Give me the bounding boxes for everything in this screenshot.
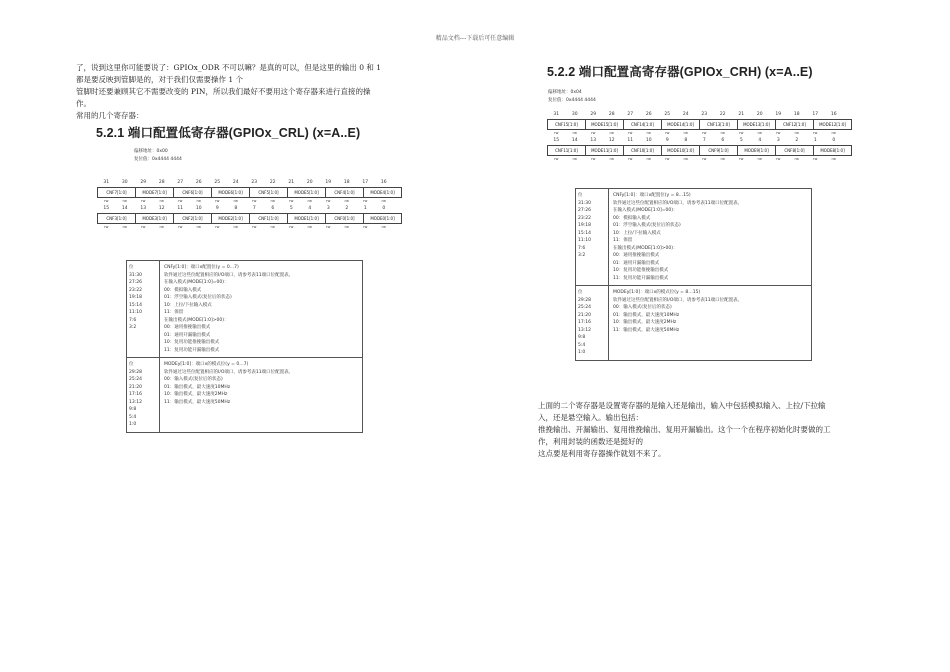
bit-range: 15:14: [129, 302, 142, 308]
bit-number: 20: [756, 112, 763, 117]
bit-range: 13:12: [129, 399, 142, 405]
description-line: 10：复用功能推挽输出模式: [164, 340, 220, 345]
bit-number: 9: [665, 138, 669, 143]
bit-number: 1: [813, 138, 817, 143]
register-field: CNF15[1:0]: [548, 120, 586, 130]
access-type-row: [97, 199, 393, 203]
access-type: rw: [289, 225, 294, 229]
description-line: 11：输出模式，最大速度50MHz: [164, 399, 231, 405]
bit-number: 22: [719, 112, 726, 117]
bit-number: 6: [721, 138, 725, 143]
bit-range: 7:6: [578, 245, 586, 251]
access-type: rw: [591, 131, 596, 135]
bit-number: 28: [608, 112, 615, 117]
access-type: rw: [757, 157, 762, 161]
bit-number: 1: [363, 206, 367, 211]
bit-range: 5:4: [129, 414, 137, 420]
access-type: rw: [122, 225, 127, 229]
bit-number: 4: [308, 206, 312, 211]
paragraph-line: 都是要反映到管脚是的，对于我们仅需要操作 1 个: [76, 75, 244, 84]
access-type: rw: [196, 199, 201, 203]
bit-range: 11:10: [578, 238, 591, 243]
description-line: 10：输出模式，最大速度2MHz: [164, 392, 228, 397]
description-line: 在输出模式(MODE[1:0]>00)：: [164, 317, 229, 323]
access-type: rw: [739, 157, 744, 161]
register-field: CNF12[1:0]: [776, 120, 814, 130]
access-type: rw: [141, 225, 146, 229]
bit-range: 17:16: [578, 320, 591, 325]
bit-number: 11: [177, 206, 184, 211]
description-line: CNFy[1:0]：端口x配置位(y = 8…15): [613, 193, 691, 198]
access-type: rw: [363, 199, 368, 203]
description-line: 00：通用推挽输出模式: [164, 325, 211, 330]
crh-register-map: [547, 110, 846, 164]
description-cell: [160, 358, 362, 432]
access-type: rw: [683, 157, 688, 161]
description-line: 01：输出模式，最大速度10MHz: [613, 312, 680, 318]
register-field: MODE1[1:0]: [288, 214, 326, 224]
access-type: rw: [307, 199, 312, 203]
access-type: rw: [646, 131, 651, 135]
access-type: rw: [628, 131, 633, 135]
bit-number: 5: [289, 206, 293, 211]
bit-number: 4: [758, 138, 762, 143]
crh-reset-label: 复位值：0x4444 4444: [548, 98, 596, 103]
description-line: MODEy[1:0]：端口x的模式位(y = 8…15): [613, 290, 701, 295]
access-type: rw: [270, 199, 275, 203]
description-line: 软件通过这些位配置相应的I/O端口，请参考表11端口位配置表。: [613, 297, 743, 303]
description-line: 00：通用推挽输出模式: [613, 253, 660, 258]
paragraph-line: 入，还是悬空输入。输出包括：: [538, 413, 643, 422]
description-line: 软件通过这些位配置相应的I/O端口，请参考表11端口位配置表。: [164, 369, 294, 375]
access-type: rw: [609, 157, 614, 161]
access-type: rw: [344, 199, 349, 203]
access-type: rw: [104, 199, 109, 203]
description-line: 软件通过这些位配置相应的I/O端口，请参考表11端口位配置表。: [164, 272, 294, 278]
access-type: rw: [628, 157, 633, 161]
bit-range: 23:22: [578, 215, 591, 221]
register-field: CNF9[1:0]: [700, 146, 738, 156]
register-field: MODE6[1:0]: [212, 188, 250, 198]
bit-range: 21:20: [578, 312, 591, 318]
bit-number: 17: [812, 112, 819, 117]
register-field-row: [547, 119, 852, 130]
description-cell: [609, 189, 811, 285]
access-type: rw: [122, 199, 127, 203]
description-line: 00：输入模式(复位后的状态): [613, 305, 672, 310]
bit-range: 位: [578, 290, 583, 295]
description-line: 在输出模式(MODE[1:0]>00)：: [613, 245, 678, 251]
register-field: MODE12[1:0]: [814, 120, 852, 130]
bit-number: 15: [553, 138, 560, 143]
bit-range-cell: [576, 286, 609, 360]
register-field: CNF0[1:0]: [326, 214, 364, 224]
bit-number-row: [97, 180, 393, 185]
bit-number: 12: [608, 138, 615, 143]
bit-number-row: [547, 138, 843, 143]
bit-range: 29:28: [578, 297, 591, 303]
bit-number: 19: [775, 112, 782, 117]
register-field: MODE3[1:0]: [136, 214, 174, 224]
bit-number: 20: [306, 180, 313, 185]
bit-number: 26: [195, 180, 202, 185]
bit-range: 位: [129, 265, 134, 270]
bit-number: 18: [793, 112, 800, 117]
access-type: rw: [831, 131, 836, 135]
description-line: 11：保留: [613, 238, 633, 243]
paragraph-line: 上面的二个寄存器是设置寄存器的是输入还是输出，输入中包括模拟输入、上拉/下拉输: [538, 401, 826, 410]
access-type: rw: [159, 199, 164, 203]
register-field: MODE9[1:0]: [738, 146, 776, 156]
bit-number: 29: [140, 180, 147, 185]
bit-number: 31: [553, 112, 560, 117]
register-field: CNF8[1:0]: [776, 146, 814, 156]
access-type: rw: [289, 199, 294, 203]
bit-number: 11: [627, 138, 634, 143]
right-summary-text: [538, 400, 883, 460]
bit-range: 29:28: [129, 369, 142, 375]
register-field: MODE13[1:0]: [738, 120, 776, 130]
access-type: rw: [813, 157, 818, 161]
bit-number: 29: [590, 112, 597, 117]
bit-number: 23: [701, 112, 708, 117]
left-intro-text: [76, 62, 431, 122]
register-field: CNF4[1:0]: [326, 188, 364, 198]
crl-description-table: [126, 260, 363, 433]
bit-number: 2: [795, 138, 799, 143]
bit-number: 25: [664, 112, 671, 117]
paragraph-line: 了，说到这里你可能要说了：GPIOx_ODR 不可以嘛？是真的可以，但是这里的输出 0 和 1: [76, 63, 382, 72]
description-line: 10：输出模式，最大速度2MHz: [613, 320, 677, 325]
access-type: rw: [270, 225, 275, 229]
crl-section-title: 5.2.1 端口配置低寄存器(GPIOx_CRL) (x=A..E): [96, 126, 361, 140]
register-field-row: [97, 187, 402, 198]
description-line: 10：上拉/下拉输入模式: [164, 302, 212, 308]
description-row: [576, 286, 811, 360]
bit-number: 18: [343, 180, 350, 185]
access-type: rw: [554, 131, 559, 135]
description-line: 在输入模式(MODE[1:0]=00)：: [613, 208, 678, 213]
bit-number: 21: [738, 112, 745, 117]
access-type: rw: [363, 225, 368, 229]
access-type: rw: [326, 225, 331, 229]
paragraph-line: 常用的几个寄存器：: [76, 111, 144, 120]
register-field-row: [97, 213, 402, 224]
access-type: rw: [104, 225, 109, 229]
access-type: rw: [609, 131, 614, 135]
bit-number: 25: [214, 180, 221, 185]
bit-range: 25:24: [129, 377, 142, 382]
register-field: MODE15[1:0]: [586, 120, 624, 130]
bit-range: 位: [129, 362, 134, 367]
bit-range: 3:2: [578, 253, 586, 258]
bit-number: 13: [590, 138, 597, 143]
register-field: MODE14[1:0]: [662, 120, 700, 130]
bit-number: 30: [571, 112, 578, 117]
description-line: 01：浮空输入模式(复位后的状态): [164, 295, 232, 300]
bit-range: 15:14: [578, 230, 591, 236]
access-type: rw: [178, 225, 183, 229]
bit-number: 10: [195, 206, 202, 211]
register-field: MODE2[1:0]: [212, 214, 250, 224]
access-type: rw: [252, 199, 257, 203]
bit-number: 7: [702, 138, 706, 143]
register-field: CNF5[1:0]: [250, 188, 288, 198]
register-field: MODE8[1:0]: [814, 146, 852, 156]
register-field: MODE0[1:0]: [364, 214, 402, 224]
access-type: rw: [196, 225, 201, 229]
bit-number: 8: [234, 206, 238, 211]
bit-range: 27:26: [129, 280, 142, 285]
description-line: CNFy[1:0]：端口x配置位(y = 0…7): [164, 265, 239, 270]
bit-range: 9:8: [578, 335, 586, 340]
description-line: 01：通用开漏输出模式: [164, 332, 211, 338]
register-field: MODE4[1:0]: [364, 188, 402, 198]
bit-range: 23:22: [129, 287, 142, 293]
bit-number: 22: [269, 180, 276, 185]
access-type: rw: [757, 131, 762, 135]
bit-number: 21: [288, 180, 295, 185]
register-field: CNF7[1:0]: [98, 188, 136, 198]
bit-number: 0: [832, 138, 836, 143]
access-type: rw: [215, 199, 220, 203]
access-type: rw: [381, 199, 386, 203]
crh-description-table: [575, 188, 812, 361]
access-type: rw: [776, 131, 781, 135]
paragraph-line: 这点要是利用寄存器操作就划不来了。: [538, 449, 666, 458]
access-type: rw: [739, 131, 744, 135]
paragraph-line: 推挽输出、开漏输出、复用推挽输出、复用开漏输出。这个一个在程序初始化时要做的工: [538, 425, 831, 434]
description-line: 在输入模式(MODE[1:0]=00)：: [164, 280, 229, 285]
page-header: 精品文档---下载后可任意编辑: [435, 35, 515, 42]
bit-range: 27:26: [578, 208, 591, 213]
description-row: [127, 358, 362, 432]
access-type: rw: [665, 131, 670, 135]
bit-number: 23: [251, 180, 258, 185]
access-type-row: [547, 131, 843, 135]
bit-number: 14: [121, 206, 128, 211]
description-line: 01：浮空输入模式(复位后的状态): [613, 223, 681, 228]
bit-number: 10: [645, 138, 652, 143]
bit-number: 27: [177, 180, 184, 185]
register-field: CNF11[1:0]: [548, 146, 586, 156]
description-row: [127, 261, 362, 358]
bit-number: 30: [121, 180, 128, 185]
register-field: CNF3[1:0]: [98, 214, 136, 224]
bit-range: 19:18: [578, 223, 591, 228]
bit-number-row: [547, 112, 843, 117]
bit-number: 24: [232, 180, 239, 185]
crl-offset-label: 偏移地址：0x00: [134, 149, 168, 154]
bit-number: 8: [684, 138, 688, 143]
access-type: rw: [572, 131, 577, 135]
bit-number: 9: [215, 206, 219, 211]
description-line: 11：保留: [164, 310, 184, 315]
bit-number: 3: [326, 206, 330, 211]
bit-number: 24: [682, 112, 689, 117]
access-type: rw: [572, 157, 577, 161]
description-line: 00：模拟输入模式: [164, 287, 202, 293]
description-cell: [609, 286, 811, 360]
bit-number: 0: [382, 206, 386, 211]
bit-range: 1:0: [129, 422, 137, 427]
bit-number: 31: [103, 180, 110, 185]
register-field: MODE5[1:0]: [288, 188, 326, 198]
access-type: rw: [794, 131, 799, 135]
register-field: CNF13[1:0]: [700, 120, 738, 130]
crl-register-map: [97, 178, 393, 232]
access-type: rw: [159, 225, 164, 229]
bit-number: 28: [158, 180, 165, 185]
bit-number: 13: [140, 206, 147, 211]
bit-number: 16: [830, 112, 837, 117]
access-type: rw: [683, 131, 688, 135]
access-type: rw: [233, 225, 238, 229]
crh-section-title: 5.2.2 端口配置高寄存器(GPIOx_CRH) (x=A..E): [547, 65, 813, 79]
bit-number: 16: [380, 180, 387, 185]
access-type: rw: [794, 157, 799, 161]
access-type: rw: [702, 157, 707, 161]
description-line: 11：复用功能开漏输出模式: [613, 275, 669, 281]
access-type: rw: [813, 131, 818, 135]
register-field: MODE11[1:0]: [586, 146, 624, 156]
access-type: rw: [720, 131, 725, 135]
bit-number: 6: [271, 206, 275, 211]
access-type: rw: [646, 157, 651, 161]
description-line: 软件通过这些位配置相应的I/O端口，请参考表11端口位配置表。: [613, 200, 743, 206]
access-type: rw: [326, 199, 331, 203]
register-field: CNF1[1:0]: [250, 214, 288, 224]
crl-reset-label: 复位值：0x4444 4444: [134, 157, 182, 162]
description-cell: [160, 261, 362, 357]
bit-range: 5:4: [578, 342, 586, 348]
access-type: rw: [381, 225, 386, 229]
description-line: 10：复用功能推挽输出模式: [613, 268, 669, 273]
paragraph-line: 管脚时还要兼顾其它不需要改变的 PIN，所以我们最好不要用这个寄存器来进行直接的操: [76, 87, 371, 96]
bit-range: 7:6: [129, 317, 137, 323]
access-type-row: [97, 225, 393, 229]
bit-number: 27: [627, 112, 634, 117]
description-line: 01：通用开漏输出模式: [613, 260, 660, 266]
access-type: rw: [307, 225, 312, 229]
bit-number: 7: [252, 206, 256, 211]
access-type: rw: [665, 157, 670, 161]
access-type: rw: [831, 157, 836, 161]
register-field: CNF14[1:0]: [624, 120, 662, 130]
access-type: rw: [702, 131, 707, 135]
access-type: rw: [554, 157, 559, 161]
bit-number: 14: [571, 138, 578, 143]
access-type: rw: [141, 199, 146, 203]
description-line: 00：模拟输入模式: [613, 215, 651, 221]
register-field: CNF6[1:0]: [174, 188, 212, 198]
access-type: rw: [776, 157, 781, 161]
bit-range: 13:12: [578, 327, 591, 333]
register-field: CNF10[1:0]: [624, 146, 662, 156]
bit-number: 17: [362, 180, 369, 185]
description-line: 11：输出模式，最大速度50MHz: [613, 327, 680, 333]
bit-range: 9:8: [129, 407, 137, 412]
bit-range-cell: [127, 261, 160, 357]
bit-number: 2: [345, 206, 349, 211]
bit-range-cell: [127, 358, 160, 432]
bit-range: 位: [578, 193, 583, 198]
bit-number: 5: [739, 138, 743, 143]
access-type: rw: [591, 157, 596, 161]
description-line: 10：上拉/下拉输入模式: [613, 230, 661, 236]
bit-number: 26: [645, 112, 652, 117]
access-type: rw: [344, 225, 349, 229]
access-type-row: [547, 157, 843, 161]
crh-offset-label: 偏移地址：0x04: [548, 90, 582, 95]
bit-range-cell: [576, 189, 609, 285]
bit-range: 1:0: [578, 350, 586, 355]
bit-number: 19: [325, 180, 332, 185]
bit-range: 17:16: [129, 392, 142, 397]
bit-range: 31:30: [578, 200, 591, 206]
description-line: 11：复用功能开漏输出模式: [164, 347, 220, 353]
access-type: rw: [233, 199, 238, 203]
register-field: CNF2[1:0]: [174, 214, 212, 224]
register-field: MODE7[1:0]: [136, 188, 174, 198]
description-line: 01：输出模式，最大速度10MHz: [164, 384, 231, 390]
bit-number: 12: [158, 206, 165, 211]
description-row: [576, 189, 811, 286]
access-type: rw: [252, 225, 257, 229]
description-line: 00：输入模式(复位后的状态): [164, 377, 223, 382]
description-line: MODEy[1:0]：端口x的模式位(y = 0…7): [164, 362, 249, 367]
bit-range: 21:20: [129, 384, 142, 390]
bit-range: 3:2: [129, 325, 137, 330]
bit-range: 25:24: [578, 305, 591, 310]
bit-range: 31:30: [129, 272, 142, 278]
bit-number-row: [97, 206, 393, 211]
bit-number: 15: [103, 206, 110, 211]
paragraph-line: 作，利用封装的函数还是挺好的: [538, 437, 643, 446]
register-field: MODE10[1:0]: [662, 146, 700, 156]
access-type: rw: [178, 199, 183, 203]
paragraph-line: 作。: [76, 99, 91, 108]
bit-range: 11:10: [129, 310, 142, 315]
bit-range: 19:18: [129, 295, 142, 300]
register-field-row: [547, 145, 852, 156]
bit-number: 3: [776, 138, 780, 143]
access-type: rw: [215, 225, 220, 229]
access-type: rw: [720, 157, 725, 161]
